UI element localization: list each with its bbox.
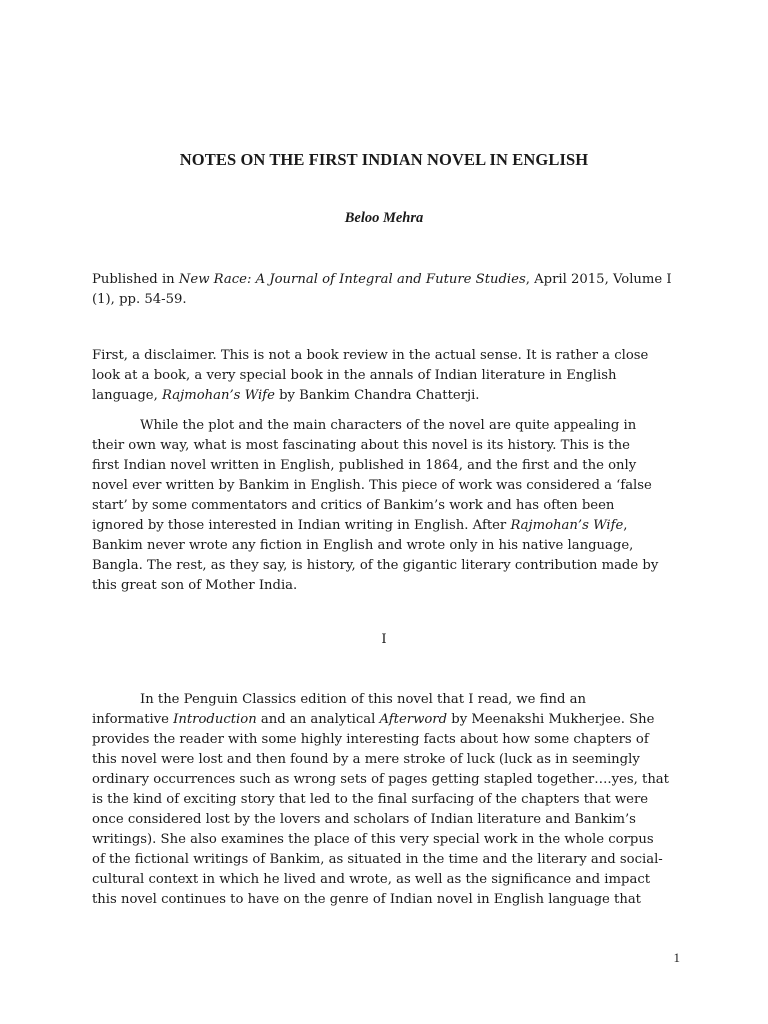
paper-title: NOTES ON THE FIRST INDIAN NOVEL IN ENGLISH [179, 150, 589, 169]
text-line: novel ever written by Bankim in English. This piece of work was considered a ‘false [92, 478, 652, 493]
publication-line-1 [92, 270, 672, 290]
text-run: informative [92, 712, 174, 727]
book-title-italic: Rajmohan’s Wife [162, 388, 275, 403]
text-line: start’ by some commentators and critics of Bankim’s work and has often been [92, 498, 615, 513]
text-run: language, [92, 388, 163, 403]
text-line: ordinary occurrences such as wrong sets of pages getting stapled together….yes, that [92, 772, 669, 787]
text-line: look at a book, a very special book in the annals of Indian literature in English [92, 368, 617, 383]
journal-name: New Race: A Journal of Integral and Future Studies [178, 272, 526, 287]
section-heading-numeral: I [381, 632, 387, 647]
text-line [92, 386, 672, 406]
text-line: of the fictional writings of Bankim, as situated in the time and the literary and social- [92, 852, 663, 867]
text-line: Bankim never wrote any fiction in English and wrote only in his native language, [92, 538, 634, 553]
text-run: by Meenakshi Mukherjee. She [447, 712, 655, 727]
paragraph-disclaimer [92, 346, 672, 406]
text-line: this novel continues to have on the genre of Indian novel in English language that [92, 892, 641, 907]
text-line: is the kind of exciting story that led to the final surfacing of the chapters that were [92, 792, 649, 807]
text-line: cultural context in which he lived and wrote, as well as the significance and impact [92, 872, 651, 887]
text-line: once considered lost by the lovers and scholars of Indian literature and Bankim’s [92, 812, 636, 827]
text-line [92, 516, 672, 536]
text-line: Bangla. The rest, as they say, is history, of the gigantic literary contribution made by [92, 558, 659, 573]
text-run: ignored by those interested in Indian writing in English. After [92, 518, 511, 533]
text-line: First, a disclaimer. This is not a book review in the actual sense. It is rather a close [92, 348, 649, 363]
page-number: 1 [673, 950, 680, 965]
text-line: this great son of Mother India. [92, 578, 298, 593]
text-line: writings). She also examines the place of this very special work in the whole corpus [92, 832, 654, 847]
paragraph-penguin-edition [92, 690, 672, 910]
text-line [92, 710, 672, 730]
text-line: first Indian novel written in English, published in 1864, and the first and the only [92, 458, 637, 473]
paragraph-history [92, 416, 672, 596]
italic-term: Introduction [173, 712, 257, 727]
text-run: , [623, 518, 628, 533]
publication-suffix: , April 2015, Volume I [525, 272, 672, 287]
text-line: this novel were lost and then found by a mere stroke of luck (luck as in seemingly [92, 752, 640, 767]
text-line: their own way, what is most fascinating about this novel is its history. This is the [92, 438, 630, 453]
text-line: In the Penguin Classics edition of this novel that I read, we find an [140, 692, 586, 707]
publication-line-2: (1), pp. 54-59. [92, 292, 187, 307]
book-title-italic: Rajmohan’s Wife [510, 518, 624, 533]
publication-prefix: Published in [92, 272, 179, 287]
publication-info [92, 270, 672, 310]
text-line: provides the reader with some highly interesting facts about how some chapters of [92, 732, 649, 747]
author-name: Beloo Mehra [344, 210, 424, 226]
text-line: While the plot and the main characters of the novel are quite appealing in [140, 418, 637, 433]
italic-term: Afterword [379, 712, 448, 727]
text-run: by Bankim Chandra Chatterji. [274, 388, 480, 403]
text-run: and an analytical [256, 712, 380, 727]
